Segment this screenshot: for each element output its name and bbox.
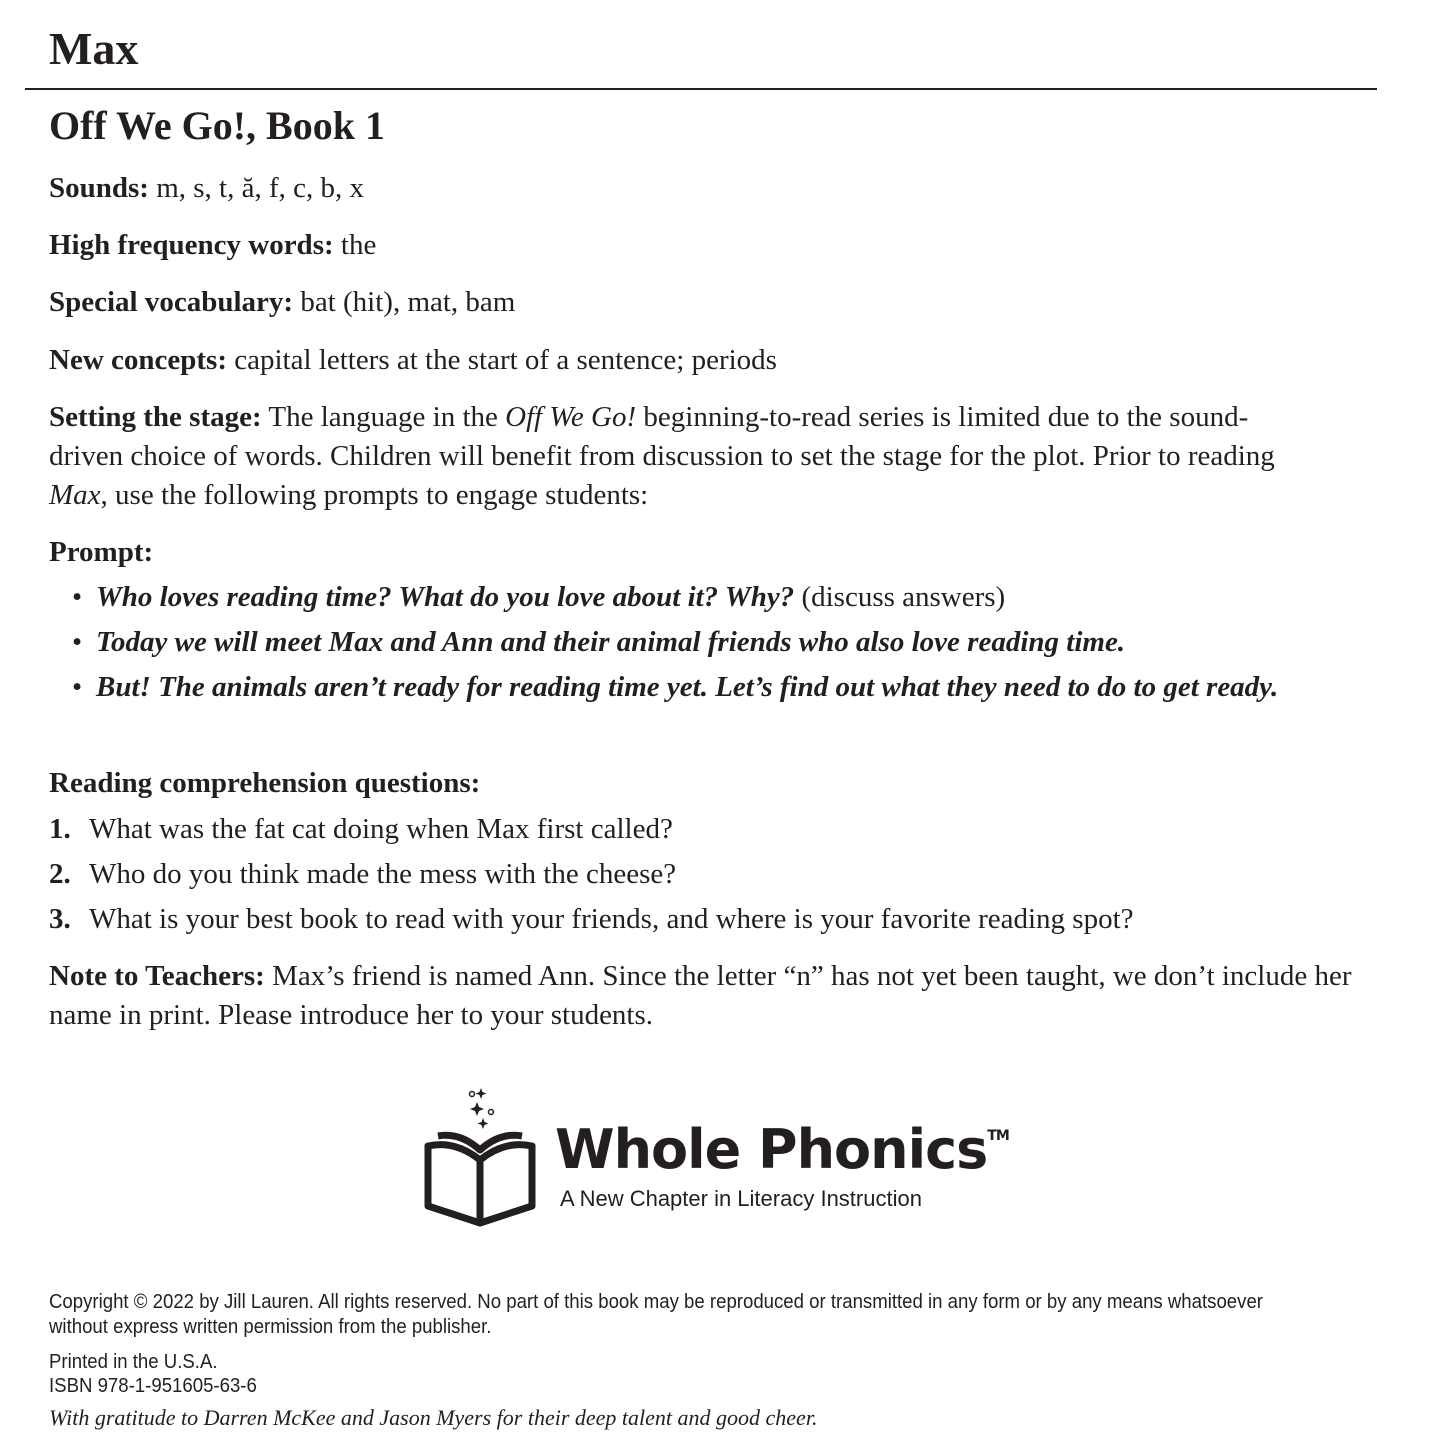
brand-text: Whole Phonics <box>555 1118 988 1181</box>
question-item <box>49 900 1134 939</box>
prompt-label: Prompt: <box>49 536 154 568</box>
setting-stage-paragraph <box>49 398 1319 515</box>
stage-text: beginning-to-read series is limited due to the sound-driven choice of words. Children will benefit from discussion to set the stage for the plot. Prior to reading <box>49 401 1275 472</box>
note-label: Note to Teachers: <box>49 960 265 992</box>
question-item <box>49 855 676 894</box>
book-title: Max <box>49 479 101 511</box>
page-title: Max <box>49 23 139 74</box>
vocab-line <box>49 283 1379 322</box>
concepts-value: capital letters at the start of a sentence; periods <box>234 344 777 376</box>
question-number: 1. <box>49 813 71 845</box>
sounds-line <box>49 169 1379 208</box>
stage-text: , use the following prompts to engage students: <box>100 479 649 511</box>
question-text: What was the fat cat doing when Max first called? <box>89 813 673 845</box>
note-text: Max’s friend is named Ann. Since the letter “n” has not yet been taught, we don’t include her name in print. Please introduce her to your students. <box>49 960 1352 1031</box>
isbn: ISBN 978-1-951605-63-6 <box>49 1375 257 1397</box>
prompt-text: But! The animals aren’t ready for reading time yet. Let’s find out what they need to do to get ready. <box>96 671 1279 703</box>
open-book-sparkles-icon <box>420 1088 550 1238</box>
stage-text: The language in the <box>268 401 498 433</box>
prompt-text: Today we will meet Max and Ann and their animal friends who also love reading time. <box>96 626 1126 658</box>
prompt-item: • But! The animals aren’t ready for reading time yet. Let’s find out what they need to do to get ready. <box>72 671 1279 703</box>
trademark: TM <box>987 1128 1009 1144</box>
brand-name <box>555 1118 1009 1181</box>
prompt-item: • Today we will meet Max and Ann and their animal friends who also love reading time. <box>72 626 1126 658</box>
title-divider <box>25 88 1377 90</box>
prompt-heading <box>49 533 1379 572</box>
series-title: Off We Go! <box>505 401 637 433</box>
hf-words-line <box>49 226 1379 265</box>
prompt-text: Who loves reading time? What do you love about it? Why? <box>96 581 795 613</box>
stage-label: Setting the stage: <box>49 401 262 433</box>
prompt-note: (discuss answers) <box>801 581 1006 613</box>
vocab-value: bat (hit), mat, bam <box>300 286 516 318</box>
hf-words-value: the <box>340 229 377 261</box>
questions-label: Reading comprehension questions: <box>49 767 481 799</box>
prompt-item: • Who loves reading time? What do you love about it? Why? (discuss answers) <box>72 581 1006 613</box>
concepts-line <box>49 341 1379 380</box>
question-text: What is your best book to read with your friends, and where is your favorite reading spot? <box>89 903 1134 935</box>
sounds-label: Sounds: <box>49 172 149 204</box>
gratitude-note: With gratitude to Darren McKee and Jason Myers for their deep talent and good cheer. <box>49 1405 818 1430</box>
sounds-value: m, s, t, ă, f, c, b, x <box>156 172 365 204</box>
vocab-label: Special vocabulary: <box>49 286 294 318</box>
question-item <box>49 810 673 849</box>
questions-heading <box>49 764 1379 803</box>
printed-in: Printed in the U.S.A. <box>49 1351 218 1373</box>
whole-phonics-logo <box>420 1088 1020 1238</box>
question-number: 3. <box>49 903 71 935</box>
question-number: 2. <box>49 858 71 890</box>
concepts-label: New concepts: <box>49 344 227 376</box>
brand-tagline: A New Chapter in Literacy Instruction <box>560 1186 922 1211</box>
question-text: Who do you think made the mess with the cheese? <box>89 858 677 890</box>
note-to-teachers <box>49 957 1379 1035</box>
book-subtitle: Off We Go!, Book 1 <box>49 103 385 148</box>
copyright-notice: Copyright © 2022 by Jill Lauren. All rights reserved. No part of this book may be reproduced or transmitted in any form or by any means whatsoever without express written permission from the publisher. <box>49 1291 1263 1338</box>
hf-words-label: High frequency words: <box>49 229 334 261</box>
